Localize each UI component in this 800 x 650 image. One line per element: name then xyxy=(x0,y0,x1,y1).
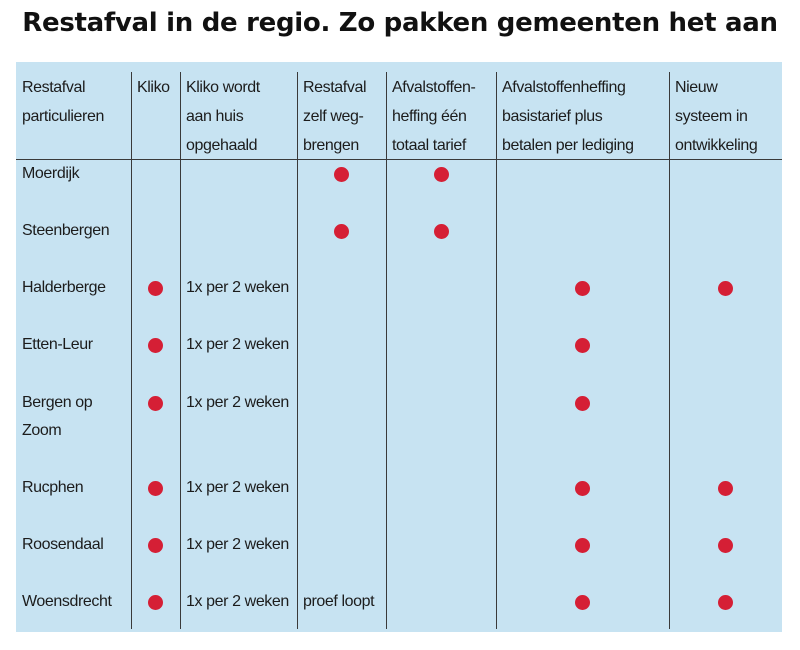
pickup-frequency: 1x per 2 weken xyxy=(186,593,289,610)
marker-dot xyxy=(575,595,590,610)
row-label: Roosendaal xyxy=(22,536,104,553)
column-header-c5: basistarief plus xyxy=(502,108,603,125)
row-label: Etten-Leur xyxy=(22,336,93,353)
column-divider xyxy=(496,72,497,629)
column-divider xyxy=(297,72,298,629)
column-header-c4: Afvalstoffen- xyxy=(392,79,476,96)
marker-dot xyxy=(575,538,590,553)
column-divider xyxy=(669,72,670,629)
row-label: Woensdrecht xyxy=(22,593,112,610)
marker-dot xyxy=(434,224,449,239)
column-header-c3: zelf weg- xyxy=(303,108,364,125)
marker-dot xyxy=(575,338,590,353)
pickup-frequency: 1x per 2 weken xyxy=(186,536,289,553)
marker-dot xyxy=(434,167,449,182)
column-header-c4: totaal tarief xyxy=(392,137,466,154)
row-label: Moerdijk xyxy=(22,165,80,182)
marker-dot xyxy=(148,538,163,553)
row-label: Halderberge xyxy=(22,279,106,296)
marker-dot xyxy=(334,167,349,182)
column-header-c2: opgehaald xyxy=(186,137,258,154)
marker-dot xyxy=(148,595,163,610)
column-header-c6: Nieuw xyxy=(675,79,718,96)
row-label: Rucphen xyxy=(22,479,84,496)
column-header-c1: Kliko xyxy=(137,79,170,96)
pickup-frequency: 1x per 2 weken xyxy=(186,336,289,353)
column-header-c0: Restafval xyxy=(22,79,86,96)
column-divider xyxy=(180,72,181,629)
pickup-frequency: 1x per 2 weken xyxy=(186,279,289,296)
column-header-c5: betalen per lediging xyxy=(502,137,634,154)
page-title: Restafval in de regio. Zo pakken gemeenten het aan xyxy=(22,8,778,38)
marker-dot xyxy=(148,396,163,411)
column-header-c4: heffing één xyxy=(392,108,467,125)
marker-dot xyxy=(718,281,733,296)
marker-dot xyxy=(575,396,590,411)
marker-dot xyxy=(718,595,733,610)
column-header-c3: Restafval xyxy=(303,79,367,96)
column-header-c5: Afvalstoffenheffing xyxy=(502,79,626,96)
marker-dot xyxy=(575,281,590,296)
pickup-frequency: 1x per 2 weken xyxy=(186,479,289,496)
column-header-c6: ontwikkeling xyxy=(675,137,758,154)
column-header-c6: systeem in xyxy=(675,108,748,125)
row-label: Zoom xyxy=(22,422,62,439)
row-label: Bergen op xyxy=(22,394,93,411)
marker-dot xyxy=(148,481,163,496)
pickup-frequency: 1x per 2 weken xyxy=(186,394,289,411)
table-panel xyxy=(16,62,782,632)
column-divider xyxy=(131,72,132,629)
column-header-c0: particulieren xyxy=(22,108,104,125)
marker-dot xyxy=(718,481,733,496)
column-divider xyxy=(386,72,387,629)
marker-dot xyxy=(334,224,349,239)
column-header-c2: Kliko wordt xyxy=(186,79,260,96)
column-header-c2: aan huis xyxy=(186,108,244,125)
marker-dot xyxy=(718,538,733,553)
trial-status: proef loopt xyxy=(303,593,375,610)
marker-dot xyxy=(148,338,163,353)
marker-dot xyxy=(575,481,590,496)
column-header-c3: brengen xyxy=(303,137,359,154)
row-label: Steenbergen xyxy=(22,222,110,239)
marker-dot xyxy=(148,281,163,296)
